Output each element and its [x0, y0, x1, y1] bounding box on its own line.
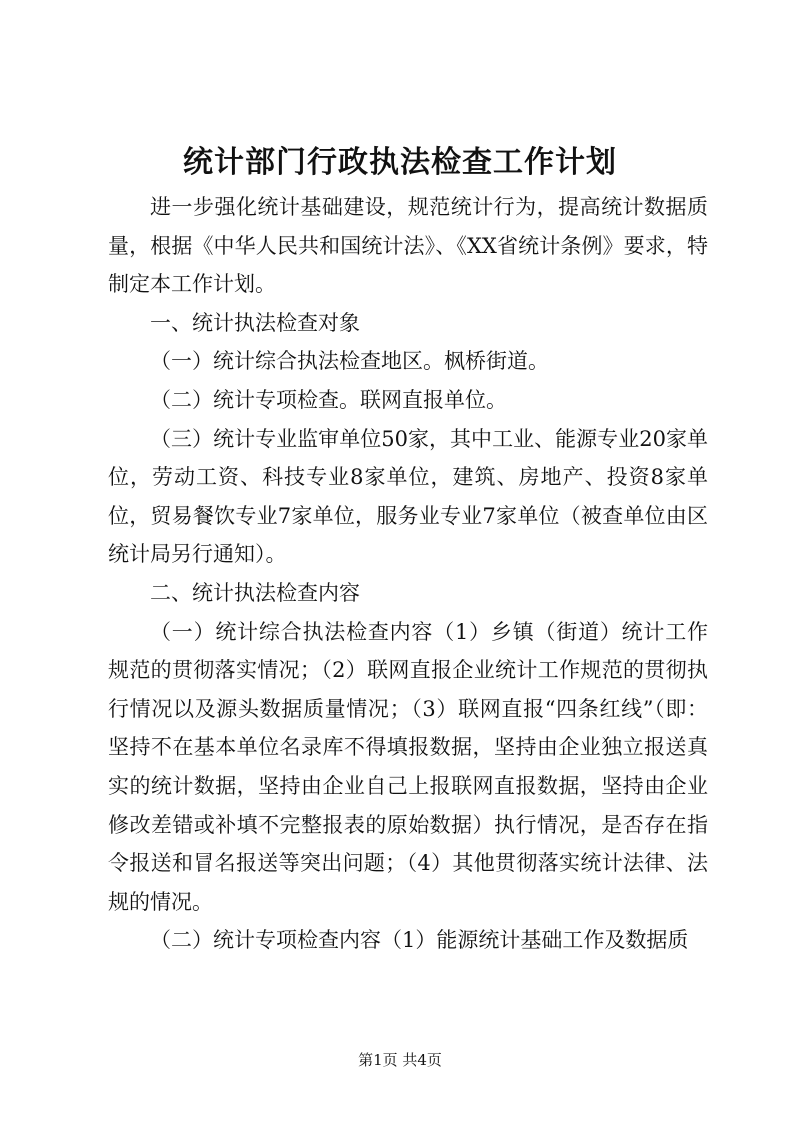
list-item: （二）统计专项检查内容（1）能源统计基础工作及数据质 [150, 928, 689, 953]
document-body [108, 188, 708, 960]
page-number: 第1页 共4页 [358, 1051, 442, 1069]
intro-paragraph: 进一步强化统计基础建设，规范统计行为，提高统计数据质量，根据《中华人民共和国统计法》、《XX省统计条例》要求，特制定本工作计划。 [108, 195, 708, 297]
section-heading-2: 二、统计执法检查内容 [150, 580, 360, 605]
section-heading-1: 一、统计执法检查对象 [150, 310, 360, 335]
list-item: （一）统计综合执法检查内容（1）乡镇（街道）统计工作规范的贯彻落实情况；（2）联网直报企业统计工作规范的贯彻执行情况以及源头数据质量情况；（3）联网直报“四条红线”（即：坚持不在基本单位名录库不得填报数据，坚持由企业独立报送真实的统计数据，坚持由企业自己上报联网直报数据，坚持由企业修改差错或补填不完整报表的原始数据）执行情况，是否存在指令报送和冒名报送等突出问题；（4）其他贯彻落实统计法律、法规的情况。 [108, 619, 708, 914]
document-title: 统计部门行政执法检查工作计划 [183, 145, 617, 180]
list-item: （一）统计综合执法检查地区。枫桥街道。 [150, 349, 549, 374]
list-item: （二）统计专项检查。联网直报单位。 [150, 387, 507, 412]
list-item: （三）统计专业监审单位50家，其中工业、能源专业20家单位，劳动工资、科技专业8家单位，建筑、房地产、投资8家单位，贸易餐饮专业7家单位，服务业专业7家单位（被查单位由区统计局另行通知）。 [108, 426, 708, 567]
